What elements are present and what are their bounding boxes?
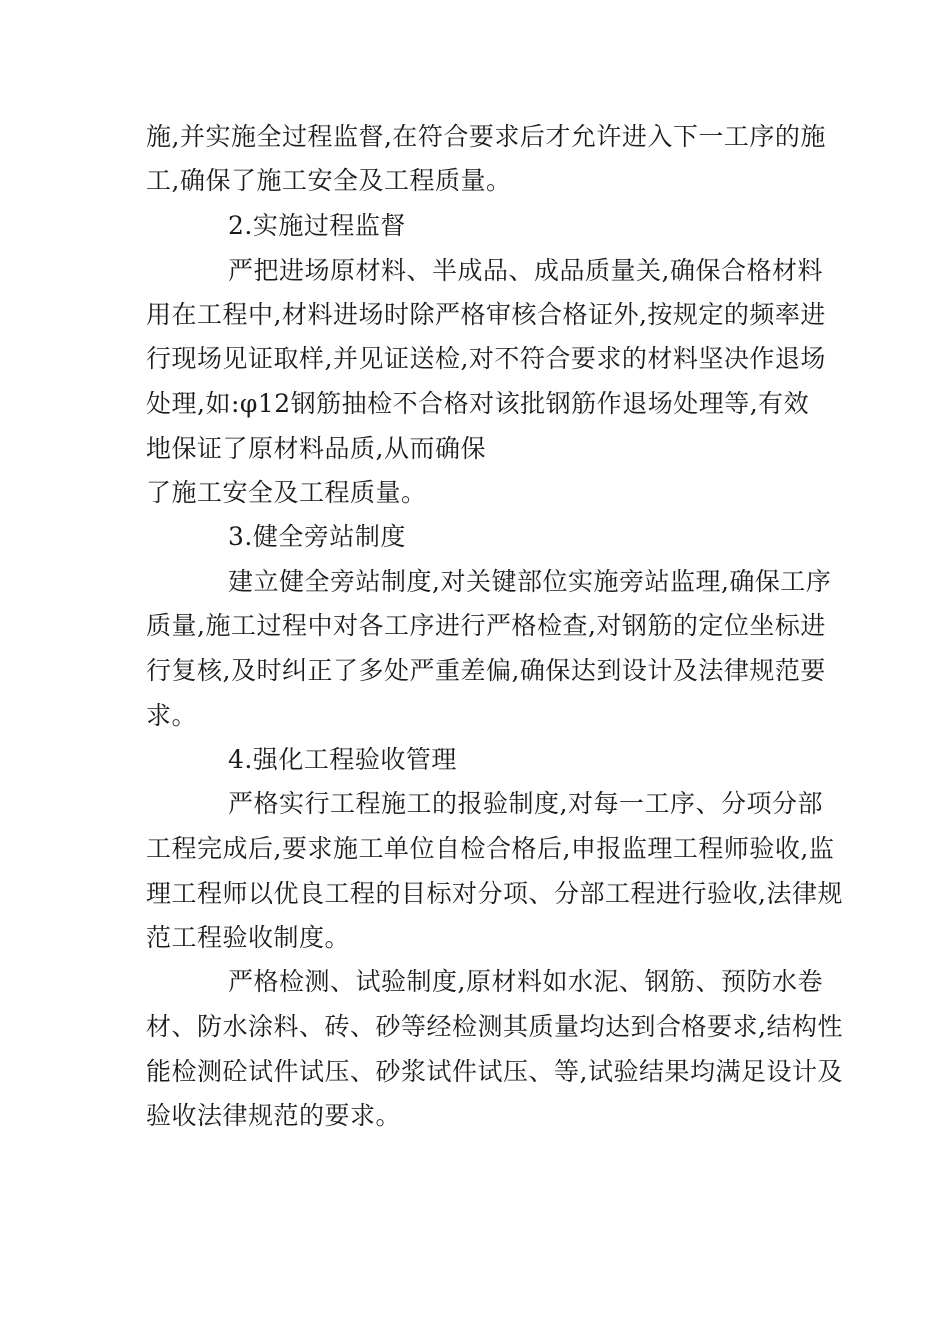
- section-heading: 2.实施过程监督: [228, 211, 406, 240]
- text-line: 工,确保了施工安全及工程质量。: [146, 166, 512, 195]
- text-line: 求。: [146, 701, 198, 730]
- text-line: 行现场见证取样,并见证送检,对不符合要求的材料坚决作退场: [146, 344, 826, 373]
- text-line: 行复核,及时纠正了多处严重差偏,确保达到设计及法律规范要: [146, 656, 826, 685]
- text-line: 验收法律规范的要求。: [146, 1101, 402, 1130]
- text-line: 理工程师以优良工程的目标对分项、分部工程进行验收,法律规: [146, 879, 843, 908]
- text-line: 严格检测、试验制度,原材料如水泥、钢筋、预防水卷: [228, 967, 823, 996]
- text-line: 用在工程中,材料进场时除严格审核合格证外,按规定的频率进: [146, 300, 826, 329]
- section-heading: 4.强化工程验收管理: [228, 745, 457, 774]
- text-line: 工程完成后,要求施工单位自检合格后,申报监理工程师验收,监: [146, 834, 835, 863]
- text-line: 地保证了原材料品质,从而确保: [146, 434, 486, 463]
- text-line: 能检测砼试件试压、砂浆试件试压、等,试验结果均满足设计及: [146, 1057, 843, 1086]
- text-line: 处理,如:φ12钢筋抽检不合格对该批钢筋作退场处理等,有效: [146, 389, 810, 418]
- text-line: 严格实行工程施工的报验制度,对每一工序、分项分部: [228, 789, 823, 818]
- text-line: 严把进场原材料、半成品、成品质量关,确保合格材料: [228, 256, 823, 285]
- text-line: 施,并实施全过程监督,在符合要求后才允许进入下一工序的施: [146, 122, 826, 151]
- text-line: 材、防水涂料、砖、砂等经检测其质量均达到合格要求,结构性: [146, 1012, 843, 1041]
- text-line: 质量,施工过程中对各工序进行严格检查,对钢筋的定位坐标进: [146, 611, 826, 640]
- text-line: 范工程验收制度。: [146, 923, 351, 952]
- text-line: 建立健全旁站制度,对关键部位实施旁站监理,确保工序: [228, 567, 832, 596]
- section-heading: 3.健全旁站制度: [228, 522, 406, 551]
- text-line: 了施工安全及工程质量。: [146, 478, 427, 507]
